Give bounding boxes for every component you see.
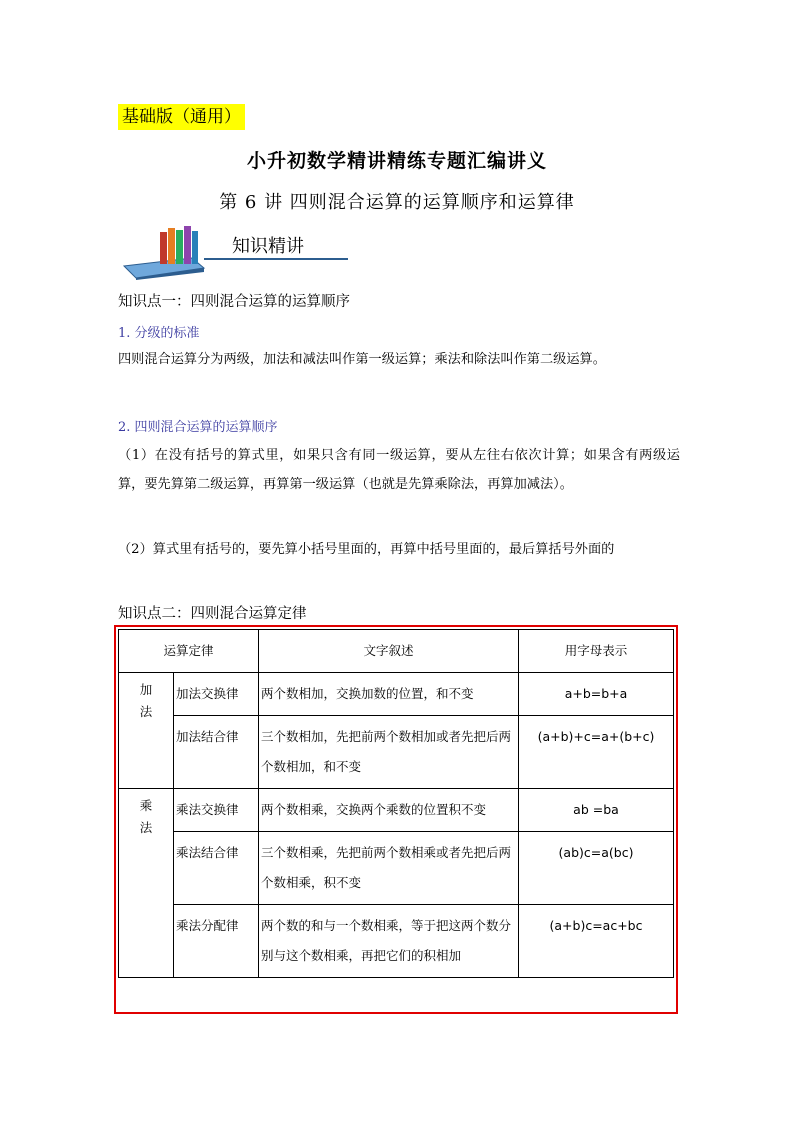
law-description: 两个数的和与一个数相乘，等于把这两个数分别与这个数相乘，再把它们的积相加 (259, 905, 519, 978)
order-rule-2: （2）算式里有括号的，要先算小括号里面的，再算中括号里面的，最后算括号外面的 (118, 542, 615, 557)
law-description: 三个数相加，先把前两个数相加或者先把后两个数相加，和不变 (259, 716, 519, 789)
law-name: 乘法结合律 (174, 832, 259, 905)
laws-table (118, 629, 674, 978)
order-rule-1: （1）在没有括号的算式里，如果只含有同一级运算，要从左往右依次计算；如果含有两级运算，要先算第二级运算，再算第一级运算（也就是先算乘除法，再算加减法）。 (118, 448, 680, 492)
header-formula: 用字母表示 (519, 630, 674, 673)
section-1-text: 四则混合运算分为两级，加法和减法叫作第一级运算；乘法和除法叫作第二级运算。 (118, 352, 606, 367)
section-2-title: 2. 四则混合运算的运算顺序 (118, 420, 278, 435)
header-description: 文字叙述 (259, 630, 519, 673)
knowledge-point-1-heading: 知识点一：四则混合运算的运算顺序 (118, 294, 350, 310)
lecture-title: 第 6 讲 四则混合运算的运算顺序和运算律 (219, 192, 575, 213)
law-name: 加法结合律 (174, 716, 259, 789)
law-formula: (a+b)+c=a+(b+c) (519, 716, 674, 789)
law-formula: (ab)c=a(bc) (519, 832, 674, 905)
law-formula: a+b=b+a (519, 673, 674, 716)
section-1-title: 1. 分级的标准 (118, 326, 200, 341)
law-formula: (a+b)c=ac+bc (519, 905, 674, 978)
law-name: 加法交换律 (174, 673, 259, 716)
law-name: 乘法分配律 (174, 905, 259, 978)
section-banner-label: 知识精讲 (232, 236, 304, 257)
law-description: 两个数相乘，交换两个乘数的位置积不变 (259, 789, 519, 832)
edition-tag: 基础版（通用） (118, 104, 245, 130)
knowledge-point-2-heading: 知识点二：四则混合运算定律 (118, 606, 307, 622)
header-law: 运算定律 (119, 630, 259, 673)
document-title: 小升初数学精讲精练专题汇编讲义 (246, 150, 547, 172)
table-row (119, 905, 674, 978)
law-formula: ab =ba (519, 789, 674, 832)
law-description: 三个数相乘，先把前两个数相乘或者先把后两个数相乘，积不变 (259, 832, 519, 905)
law-name: 乘法交换律 (174, 789, 259, 832)
group-multiplication: 乘法 (119, 789, 174, 978)
table-header-row (119, 630, 674, 673)
table-row (119, 789, 674, 832)
law-description: 两个数相加，交换加数的位置，和不变 (259, 673, 519, 716)
group-addition: 加法 (119, 673, 174, 789)
table-row (119, 716, 674, 789)
table-row (119, 832, 674, 905)
table-row (119, 673, 674, 716)
